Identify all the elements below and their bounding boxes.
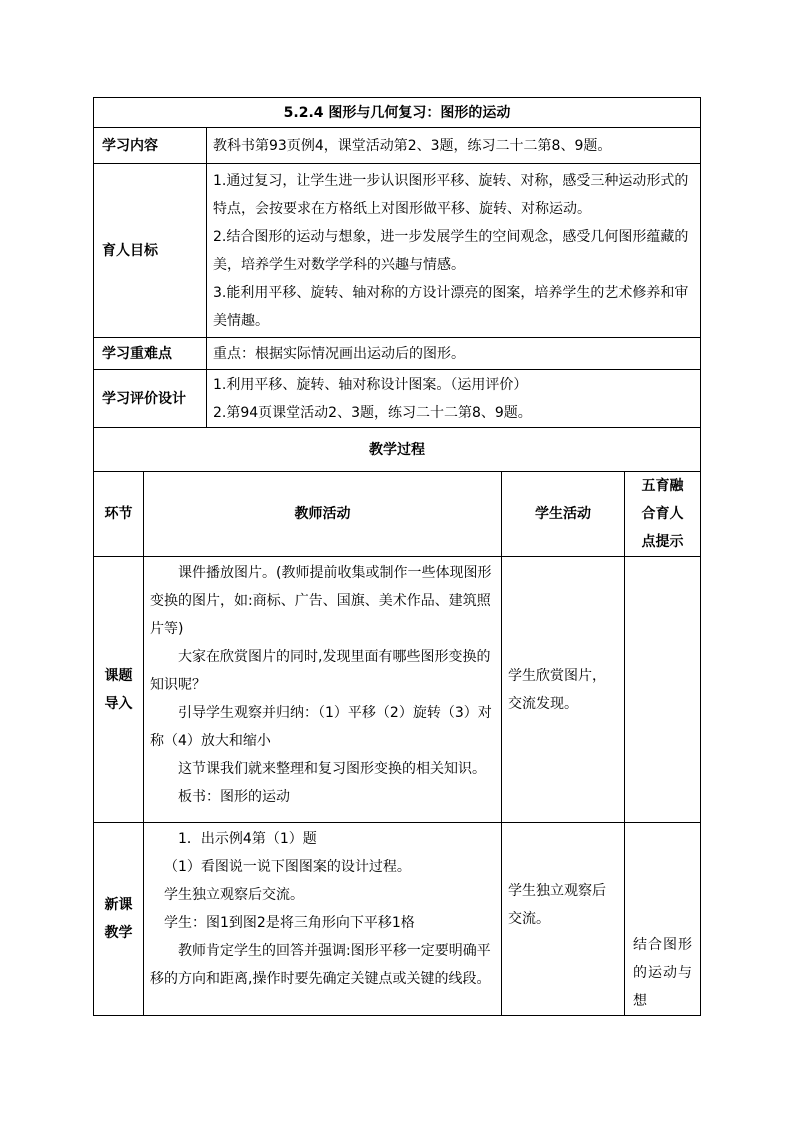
new-student: 学生独立观察后交流。 [502, 823, 625, 1016]
header-step: 环节 [94, 472, 144, 557]
process-title: 教学过程 [94, 428, 701, 472]
new-teacher-line: 学生：图1到图2是将三角形向下平移1格 [164, 915, 415, 931]
lesson-plan-table [93, 97, 701, 1016]
header-student: 学生活动 [502, 472, 625, 557]
new-teacher-cell [144, 823, 502, 1016]
intro-teacher-line: 引导学生观察并归纳：（1）平移（2）旋转（3）对称（4）放大和缩小 [150, 705, 492, 749]
intro-step: 课题导入 [94, 557, 144, 823]
intro-teacher-cell [144, 557, 502, 823]
content-label: 学习内容 [94, 128, 207, 164]
lesson-plan-sheet [93, 97, 700, 1016]
goal-item: 3.能利用平移、旋转、轴对称的方设计漂亮的图案，培养学生的艺术修养和审美情趣。 [213, 284, 689, 329]
new-teacher-line: 学生独立观察后交流。 [164, 887, 304, 903]
header-tips: 五育融合育人点提示 [625, 472, 701, 557]
header-teacher: 教师活动 [144, 472, 502, 557]
eval-cell [207, 370, 701, 428]
new-teacher-line: （1）看图说一说下图图案的设计过程。 [164, 859, 411, 875]
key-label: 学习重难点 [94, 338, 207, 370]
intro-student: 学生欣赏图片，交流发现。 [502, 557, 625, 823]
key-text: 重点：根据实际情况画出运动后的图形。 [207, 338, 701, 370]
goal-item: 2.结合图形的运动与想象，进一步发展学生的空间观念，感受几何图形蕴藏的美，培养学生对数学学科的兴趣与情感。 [213, 228, 689, 273]
eval-item: 2.第94页课堂活动2、3题，练习二十二第8、9题。 [213, 404, 532, 421]
intro-teacher-line: 板书：图形的运动 [178, 789, 290, 805]
goal-item: 1.通过复习，让学生进一步认识图形平移、旋转、对称，感受三种运动形式的特点，会按要求在方格纸上对图形做平移、旋转、对称运动。 [213, 172, 689, 217]
intro-teacher-line: 课件播放图片。(教师提前收集或制作一些体现图形变换的图片，如:商标、广告、国旗、美术作品、建筑照片等) [150, 565, 492, 637]
eval-item: 1.利用平移、旋转、轴对称设计图案。（运用评价） [213, 376, 528, 393]
eval-label: 学习评价设计 [94, 370, 207, 428]
intro-teacher-line: 这节课我们就来整理和复习图形变换的相关知识。 [178, 761, 486, 777]
new-teacher-line: 1．出示例4第（1）题 [178, 831, 317, 847]
new-teacher-line: 教师肯定学生的回答并强调:图形平移一定要明确平移的方向和距离,操作时要先确定关键点或关键的线段。 [150, 943, 491, 987]
goals-label: 育人目标 [94, 164, 207, 338]
new-tips: 结合图形的运动与想 [625, 823, 701, 1016]
intro-teacher-line: 大家在欣赏图片的同时,发现里面有哪些图形变换的知识呢？ [150, 649, 491, 693]
intro-tips [625, 557, 701, 823]
new-step: 新课教学 [94, 823, 144, 1016]
goals-cell [207, 164, 701, 338]
lesson-title: 5.2.4 图形与几何复习：图形的运动 [94, 98, 701, 128]
content-text: 教科书第93页例4，课堂活动第2、3题，练习二十二第8、9题。 [207, 128, 701, 164]
